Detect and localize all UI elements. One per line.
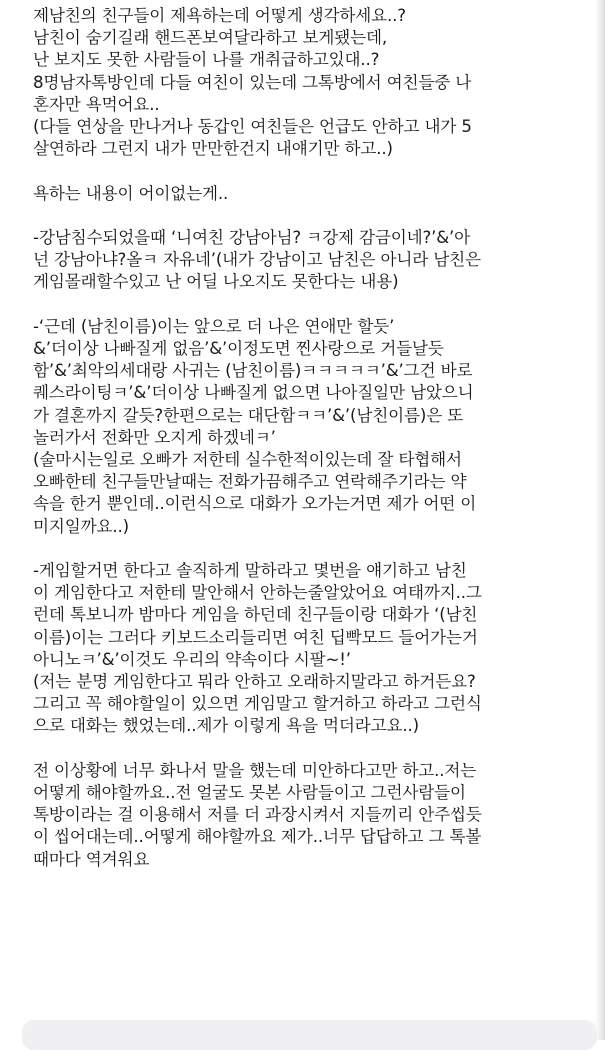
text-line: 으로 대화는 했었는데..제가 이렇게 욕을 먹더라고요..) (33, 716, 419, 736)
page-edge-shadow (595, 0, 605, 1040)
text-line: 남친이 숨기길래 핸드폰보여달라하고 보게됐는데, (33, 28, 387, 48)
text-line: 욕하는 내용이 어이없는게.. (33, 183, 229, 203)
text-line: 가 결혼까지 갈듯?한편으로는 대단함ㅋㅋ’&’(남친이름)은 또 (33, 405, 464, 425)
text-line: 퀘스라이팅ㅋ’&’더이상 나빠질게 없으면 나아질일만 남았으니 (33, 383, 474, 403)
text-line: 살연하라 그런지 내가 만만한건지 내얘기만 하고..) (33, 139, 393, 159)
text-line: 때마다 역겨워요 (33, 849, 150, 869)
text-line: 어떻게 해야할까요..전 얼굴도 못본 사람들이고 그런사람들이 (33, 783, 466, 803)
text-line: 넌 강남아냐?올ㅋ 자유네’(내가 강남이고 남친은 아니라 남친은 (33, 250, 481, 270)
text-line: 놀러가서 전화만 오지게 하겠네ㅋ’ (33, 427, 276, 447)
text-line: 이 게임한다고 저한테 말안해서 안하는줄알았어요 여태까지..그 (33, 583, 482, 603)
blank-line (33, 738, 593, 760)
text-line: 8명남자톡방인데 다들 여친이 있는데 그톡방에서 여친들중 나 (33, 72, 472, 92)
text-line: 런데 톡보니까 밤마다 게임을 하던데 친구들이랑 대화가 ‘(남친 (33, 605, 478, 625)
blank-line (33, 160, 593, 182)
text-line: 오빠한테 친구들만날때는 전화가끔해주고 연락해주기라는 약 (33, 472, 467, 492)
text-line: 속을 한거 뿐인데..이런식으로 대화가 오가는거면 제가 어떤 이 (33, 494, 477, 514)
text-line: 제남친의 친구들이 제욕하는데 어떻게 생각하세요..? (33, 6, 406, 25)
text-line: 이름)이는 그러다 키보드소리들리면 여친 딥빡모드 들어가는거 (33, 627, 478, 647)
text-line: 이 씹어대는데..어떻게 해야할까요 제가..너무 답답하고 그 톡볼 (33, 827, 482, 847)
post-body (33, 0, 593, 871)
text-line: 함’&’최악의세대랑 사귀는 (남친이름)ㅋㅋㅋㅋㅋ’&’그건 바로 (33, 361, 473, 381)
text-line: 혼자만 욕먹어요.. (33, 94, 160, 114)
text-line: (다들 연상을 만나거나 동갑인 여친들은 언급도 안하고 내가 5 (33, 117, 472, 137)
text-line: 난 보지도 못한 사람들이 나를 개취급하고있대..? (33, 50, 380, 70)
text-line: &’더이상 나빠질게 없음’&’이정도면 찐사랑으로 거들날듯 (33, 339, 444, 358)
blank-line (33, 294, 593, 316)
blank-line (33, 205, 593, 227)
comment-bar[interactable] (22, 1020, 597, 1050)
text-line: (술마시는일로 오빠가 저한테 실수한적이있는데 잘 타협해서 (33, 450, 462, 470)
text-line: 아니노ㅋ’&’이것도 우리의 약속이다 시팔~!’ (33, 649, 351, 669)
text-line: -강남침수되었을때 ‘니여친 강남아님? ㅋ강제 감금이네?’&’아 (33, 228, 471, 247)
text-line: 그리고 꼭 해야할일이 있으면 게임말고 할거하고 하라고 그런식 (33, 694, 482, 714)
text-line: -‘근데 (남친이름)이는 앞으로 더 나은 연애만 할듯’ (33, 316, 395, 336)
text-line: 게임몰래할수있고 난 어딜 나오지도 못한다는 내용) (33, 272, 399, 292)
text-line: 톡방이라는 걸 이용해서 저를 더 과장시켜서 지들끼리 안주씹듯 (33, 805, 482, 825)
text-line: 미지일까요..) (33, 516, 129, 536)
text-line: -게임할거면 한다고 솔직하게 말하라고 몇번을 얘기하고 남친 (33, 561, 467, 581)
blank-line (33, 538, 593, 560)
text-line: 전 이상황에 너무 화나서 말을 했는데 미안하다고만 하고..저는 (33, 760, 477, 780)
text-line: (저는 분명 게임한다고 뭐라 안하고 오래하지말라고 하거든요? (33, 672, 476, 692)
